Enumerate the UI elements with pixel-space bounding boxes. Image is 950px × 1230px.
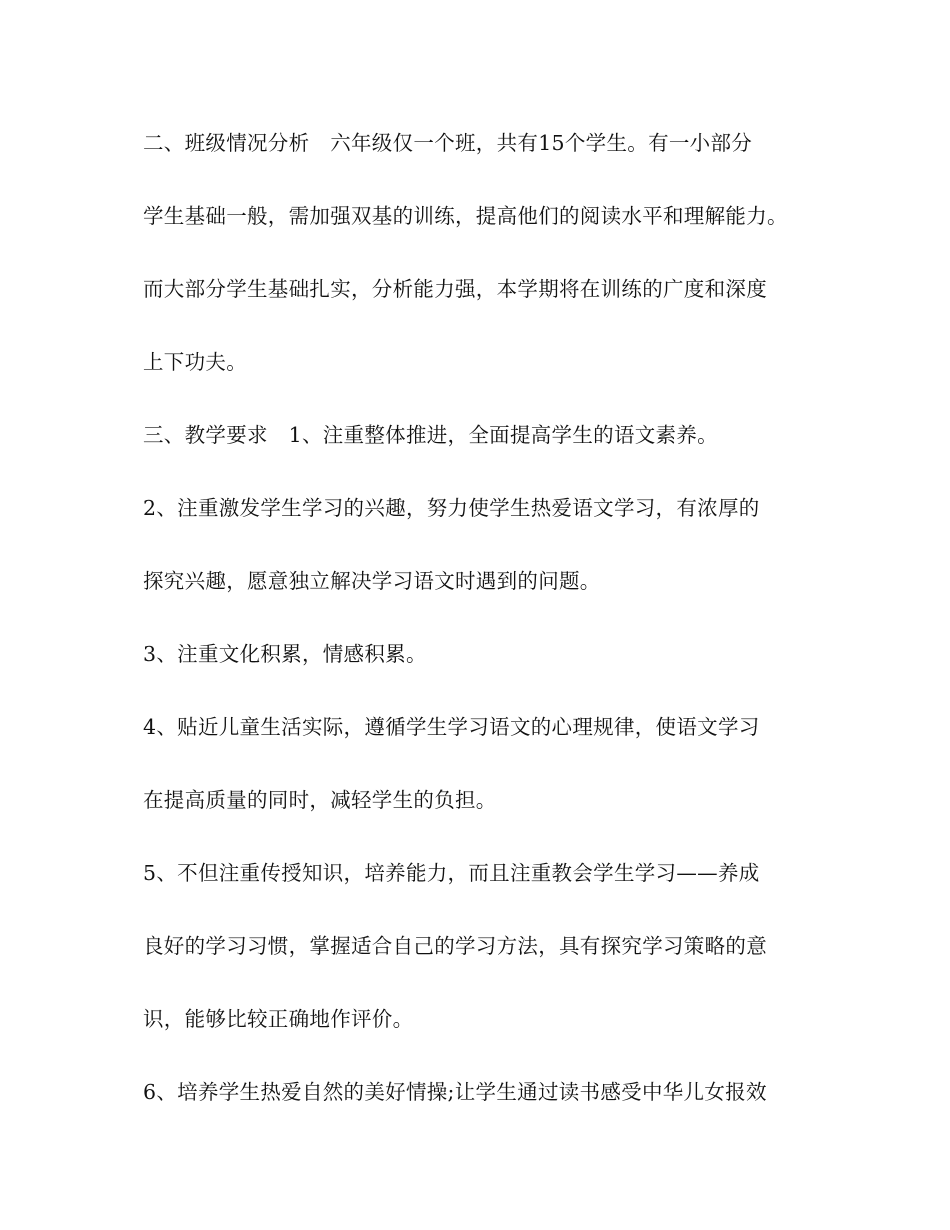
text-line: 2、注重激发学生学习的兴趣，努力使学生热爱语文学习，有浓厚的 <box>143 496 760 520</box>
text-line: 3、注重文化积累，情感积累。 <box>143 642 427 666</box>
text-line: 良好的学习习惯，掌握适合自己的学习方法，具有探究学习策略的意 <box>143 934 767 958</box>
text-line: 学生基础一般，需加强双基的训练，提高他们的阅读水平和理解能力。 <box>143 204 788 228</box>
text-line: 三、教学要求 1、注重整体推进，全面提高学生的语文素养。 <box>143 423 718 447</box>
text-line: 探究兴趣，愿意独立解决学习语文时遇到的问题。 <box>143 569 601 593</box>
text-line: 二、班级情况分析 六年级仅一个班，共有15个学生。有一小部分 <box>143 131 753 155</box>
text-line: 识，能够比较正确地作评价。 <box>143 1007 414 1031</box>
text-line: 上下功夫。 <box>143 350 247 374</box>
text-line: 6、培养学生热爱自然的美好情操;让学生通过读书感受中华儿女报效 <box>143 1080 767 1104</box>
text-line: 5、不但注重传授知识，培养能力，而且注重教会学生学习——养成 <box>143 861 760 885</box>
text-line: 而大部分学生基础扎实，分析能力强，本学期将在训练的广度和深度 <box>143 277 767 301</box>
text-line: 在提高质量的同时，减轻学生的负担。 <box>143 788 497 812</box>
text-line: 4、贴近儿童生活实际，遵循学生学习语文的心理规律，使语文学习 <box>143 715 760 739</box>
